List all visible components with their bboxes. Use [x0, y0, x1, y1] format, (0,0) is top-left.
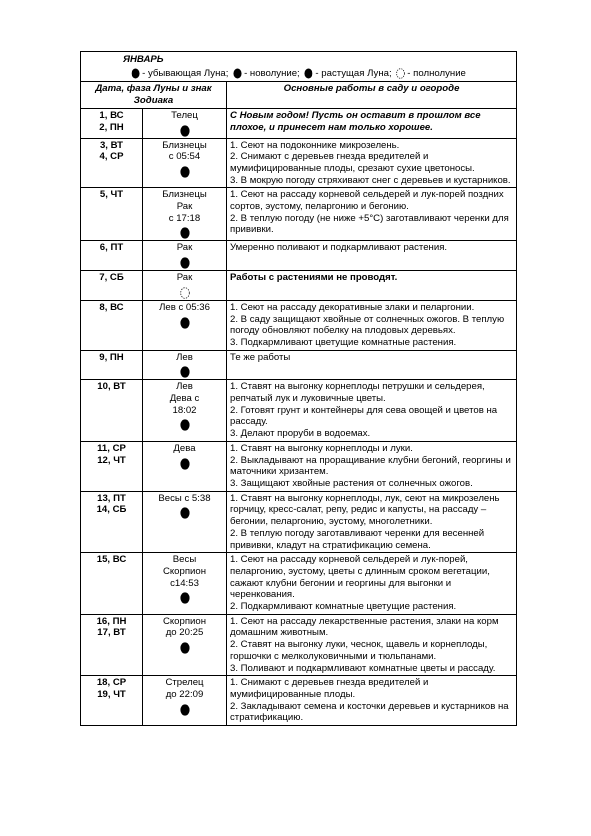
new-moon-icon — [180, 366, 190, 378]
work-item: 1. Ставят на выгонку корнеплоды и луки. — [230, 442, 413, 454]
month-header-row — [81, 52, 517, 82]
calendar-row — [81, 491, 517, 553]
calendar-row — [81, 614, 517, 676]
legend-new: - новолуние; — [244, 67, 300, 79]
day-label: 16, ПН — [96, 615, 127, 627]
zodiac-sign: Рак — [176, 201, 193, 213]
work-cell — [227, 241, 517, 271]
work-item: 3. Поливают и подкармливают комнатные цветы и рассаду. — [230, 662, 496, 674]
day-label: 13, ПТ — [97, 492, 126, 504]
zodiac-cell — [143, 350, 227, 380]
calendar-row — [81, 241, 517, 271]
date-cell — [81, 138, 143, 188]
work-item: 2. В саду защищают хвойные от солнечных ожогов. В теплую погоду обновляют побелку на плодовых деревьях. — [230, 313, 505, 337]
calendar-row — [81, 271, 517, 301]
zodiac-sign: Дева с — [169, 393, 200, 405]
date-cell — [81, 614, 143, 676]
waxing-moon-icon — [304, 68, 313, 79]
lunar-calendar-table — [80, 51, 517, 726]
work-item: 1. Сеют на рассаду корневой сельдерей и лук-порей поздних сортов, эустому, пеларгонию и бегонию. — [230, 189, 504, 213]
new-moon-icon — [180, 419, 190, 431]
new-moon-icon — [180, 592, 190, 604]
date-cell — [81, 350, 143, 380]
day-label: 5, ЧТ — [99, 189, 124, 201]
date-cell — [81, 188, 143, 241]
date-cell — [81, 108, 143, 138]
day-label: 7, СБ — [99, 272, 124, 284]
date-cell — [81, 676, 143, 726]
zodiac-sign: Лев — [176, 351, 193, 363]
zodiac-cell — [143, 138, 227, 188]
calendar-row — [81, 188, 517, 241]
work-item: 2. Готовят грунт и контейнеры для сева овощей и цветов на рассаду. — [230, 404, 498, 428]
zodiac-cell — [143, 380, 227, 442]
day-label: 11, СР — [97, 442, 126, 454]
column-header-row — [81, 82, 517, 108]
calendar-row — [81, 350, 517, 380]
full-moon-icon — [180, 287, 190, 299]
day-label: 9, ПН — [99, 351, 124, 363]
waning-moon-icon — [131, 68, 140, 79]
day-label: 14, СБ — [96, 504, 127, 516]
work-item: 3. Делают проруби в водоемах. — [230, 428, 371, 440]
zodiac-sign: Скорпион — [162, 615, 207, 627]
month-title: ЯНВАРЬ — [123, 54, 164, 65]
new-moon-icon — [180, 317, 190, 329]
work-cell — [227, 108, 517, 138]
zodiac-cell — [143, 108, 227, 138]
zodiac-sign: Близнецы — [162, 139, 207, 151]
zodiac-cell — [143, 441, 227, 491]
zodiac-sign: до 22:09 — [165, 688, 204, 700]
zodiac-sign: Весы с 5:38 — [158, 492, 211, 504]
date-cell — [81, 300, 143, 350]
work-cell — [227, 553, 517, 615]
work-item: 1. Сеют на подоконнике микрозелень. — [230, 139, 400, 151]
calendar-row — [81, 108, 517, 138]
zodiac-cell — [143, 491, 227, 553]
zodiac-sign: Лев с 05:36 — [159, 301, 210, 313]
work-cell — [227, 491, 517, 553]
date-cell — [81, 271, 143, 301]
work-item: 2. В теплую погоду заготавливают черенки для весенней прививки, кладут на стратификацию семена. — [230, 527, 485, 551]
work-item: Те же работы — [230, 351, 291, 363]
zodiac-sign: до 20:25 — [165, 627, 204, 639]
new-moon-icon — [180, 125, 190, 137]
new-moon-icon — [180, 166, 190, 178]
zodiac-sign: с14:53 — [170, 577, 199, 589]
work-cell — [227, 676, 517, 726]
zodiac-cell — [143, 300, 227, 350]
zodiac-cell — [143, 614, 227, 676]
calendar-row — [81, 553, 517, 615]
work-cell — [227, 188, 517, 241]
work-cell — [227, 300, 517, 350]
calendar-row — [81, 380, 517, 442]
zodiac-sign: 18:02 — [172, 404, 197, 416]
work-item: 2. Снимают с деревьев гнезда вредителей и мумифицированные плоды, срезают сухие цветоносы. — [230, 151, 475, 174]
work-cell — [227, 380, 517, 442]
work-cell — [227, 271, 517, 301]
zodiac-sign: с 17:18 — [168, 212, 201, 224]
zodiac-sign: Скорпион — [162, 565, 207, 577]
new-moon-icon — [233, 68, 242, 79]
day-label: 6, ПТ — [99, 242, 124, 254]
work-item: 1. Сеют на рассаду декоративные злаки и пеларгонии. — [230, 301, 475, 313]
legend-full: - полнолуние — [407, 67, 466, 79]
work-item: 1. Ставят на выгонку корнеплоды петрушки и сельдерея, репчатый лук и луковичные цветы. — [230, 381, 485, 405]
work-cell — [227, 441, 517, 491]
zodiac-cell — [143, 553, 227, 615]
day-label: 2, ПН — [99, 121, 124, 133]
day-label: 12, ЧТ — [97, 454, 126, 466]
full-moon-icon — [396, 68, 405, 79]
day-label: 4, СР — [99, 151, 124, 163]
work-item: Работы с растениями не проводят. — [230, 272, 398, 284]
day-label: 1, ВС — [99, 109, 124, 121]
zodiac-sign: Весы — [172, 554, 197, 566]
work-item: 3. В мокрую погоду стряхивают снег с деревьев и кустарников. — [230, 174, 511, 186]
calendar-row — [81, 138, 517, 188]
work-item: 2. Ставят на выгонку луки, чеснок, щавель и корнеплоды, горшочки с мелколуковичными и тюльпанами. — [230, 639, 488, 662]
moon-legend — [85, 68, 512, 80]
calendar-row — [81, 300, 517, 350]
work-item: С Новым годом! Пусть он оставит в прошлом все плохое, и принесет нам только хорошее. — [230, 109, 481, 133]
date-cell — [81, 441, 143, 491]
work-cell — [227, 614, 517, 676]
new-moon-icon — [180, 458, 190, 470]
new-moon-icon — [180, 227, 190, 239]
work-item: 1. Снимают с деревьев гнезда вредителей и мумифицированные плоды. — [230, 677, 429, 700]
day-label: 18, СР — [96, 677, 127, 689]
legend-waxing: - растущая Луна; — [315, 67, 392, 79]
day-label: 19, ЧТ — [97, 688, 126, 700]
work-cell — [227, 350, 517, 380]
zodiac-sign: Лев — [176, 381, 193, 393]
work-item: 2. Закладывают семена и косточки деревьев и кустарников на стратификацию. — [230, 700, 509, 724]
new-moon-icon — [180, 704, 190, 716]
zodiac-sign: Близнецы — [162, 189, 207, 201]
new-moon-icon — [180, 507, 190, 519]
calendar-row — [81, 441, 517, 491]
work-column-header: Основные работы в саду и огороде — [227, 82, 517, 108]
calendar-row — [81, 676, 517, 726]
date-column-header: Дата, фаза Луны и знак Зодиака — [81, 82, 227, 108]
zodiac-sign: с 05:54 — [168, 151, 201, 163]
zodiac-sign: Телец — [171, 109, 198, 121]
work-cell — [227, 138, 517, 188]
work-item: 2. Подкармливают комнатные цветущие растения. — [230, 601, 457, 613]
work-item: 3. Защищают хвойные растения от солнечных ожогов. — [230, 477, 473, 489]
date-cell — [81, 553, 143, 615]
new-moon-icon — [180, 642, 190, 654]
work-item: 2. В теплую погоду (не ниже +5°С) заготавливают черенки для прививки. — [230, 212, 509, 236]
legend-waning: - убывающая Луна; — [142, 67, 229, 79]
new-moon-icon — [180, 257, 190, 269]
zodiac-cell — [143, 676, 227, 726]
work-item: 1. Сеют на рассаду корневой сельдерей и лук-порей, пеларгонию, эустому, цветы с длинным сроком вегетации, сажают клубни бегонии и георгины для выгонки и черенкования. — [230, 554, 490, 601]
day-label: 10, ВТ — [97, 381, 126, 393]
date-cell — [81, 491, 143, 553]
zodiac-cell — [143, 241, 227, 271]
work-item: Умеренно поливают и подкармливают растения. — [230, 242, 448, 254]
date-cell — [81, 380, 143, 442]
zodiac-sign: Рак — [176, 272, 193, 284]
work-item: 2. Выкладывают на проращивание клубни бегоний, георгины и маточники хризантем. — [230, 454, 511, 478]
work-item: 1. Сеют на рассаду лекарственные растения, злаки на корм домашним животным. — [230, 615, 499, 639]
date-cell — [81, 241, 143, 271]
zodiac-sign: Стрелец — [165, 677, 204, 689]
zodiac-sign: Рак — [176, 242, 193, 254]
day-label: 8, ВС — [99, 301, 124, 313]
zodiac-cell — [143, 271, 227, 301]
day-label: 17, ВТ — [97, 627, 126, 639]
work-item: 3. Подкармливают цветущие комнатные растения. — [230, 336, 457, 348]
day-label: 15, ВС — [96, 554, 127, 566]
zodiac-cell — [143, 188, 227, 241]
work-item: 1. Ставят на выгонку корнеплоды, лук, сеют на микрозелень горчицу, кресс-салат, репу, редис и капусты, на рассаду – бегонии, пеларгонию, эустому, многолетники. — [230, 492, 500, 528]
day-label: 3, ВТ — [99, 139, 124, 151]
zodiac-sign: Дева — [173, 442, 196, 454]
